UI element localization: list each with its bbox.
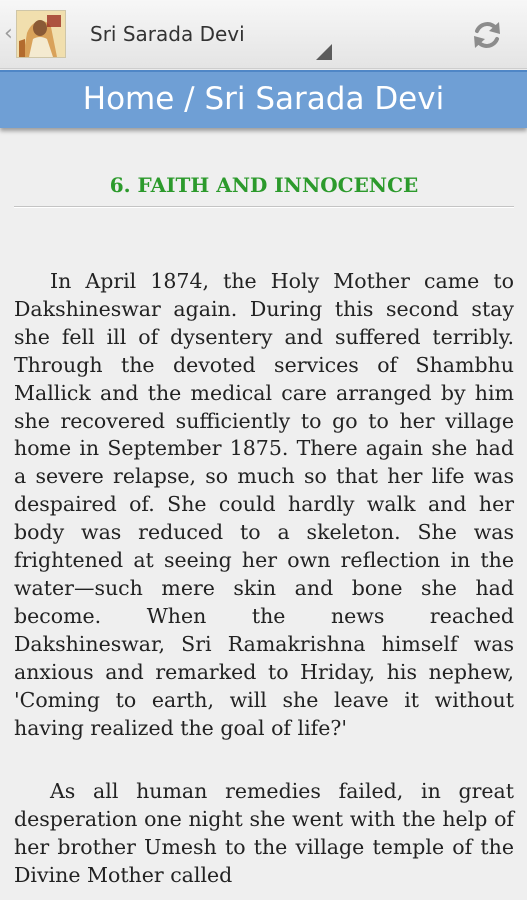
action-bar — [0, 0, 527, 69]
section-spinner[interactable] — [80, 12, 334, 62]
heading-divider — [14, 206, 514, 208]
up-caret-icon[interactable]: ‹ — [4, 21, 13, 46]
article-paragraph: In April 1874, the Holy Mother came to Dakshineswar again. During this second stay she fell ill of dysentery and suffered terribly. Through the devoted services of Shambhu Mallick and the medical care arranged by him she recovered sufficiently to go to her village home in September 1875. There again she had a severe relapse, so much so that her life was despaired of. She could hardly walk and her body was reduced to a skeleton. She was frightened at seeing her own reflection in the water—such mere skin and bone she had become. When the news reached Dakshineswar, Sri Ramakrishna himself was anxious and remarked to Hriday, his nephew, 'Coming to earth, will she leave it without having realized the goal of life?' — [14, 269, 514, 740]
article-paragraph: As all human remedies failed, in great desperation one night she went with the help of her brother Umesh to the village temple of the Divine Mother called — [14, 779, 514, 888]
article-content — [14, 170, 514, 890]
refresh-button[interactable] — [462, 12, 512, 58]
spinner-dropdown-icon — [316, 44, 332, 60]
refresh-icon — [470, 18, 504, 52]
chapter-heading: 6. FAITH AND INNOCENCE — [109, 173, 419, 197]
breadcrumb: Home / Sri Sarada Devi — [82, 81, 445, 117]
sarada-devi-portrait-icon[interactable] — [16, 10, 66, 58]
breadcrumb-bar — [0, 70, 527, 128]
spinner-label: Sri Sarada Devi — [90, 22, 245, 46]
